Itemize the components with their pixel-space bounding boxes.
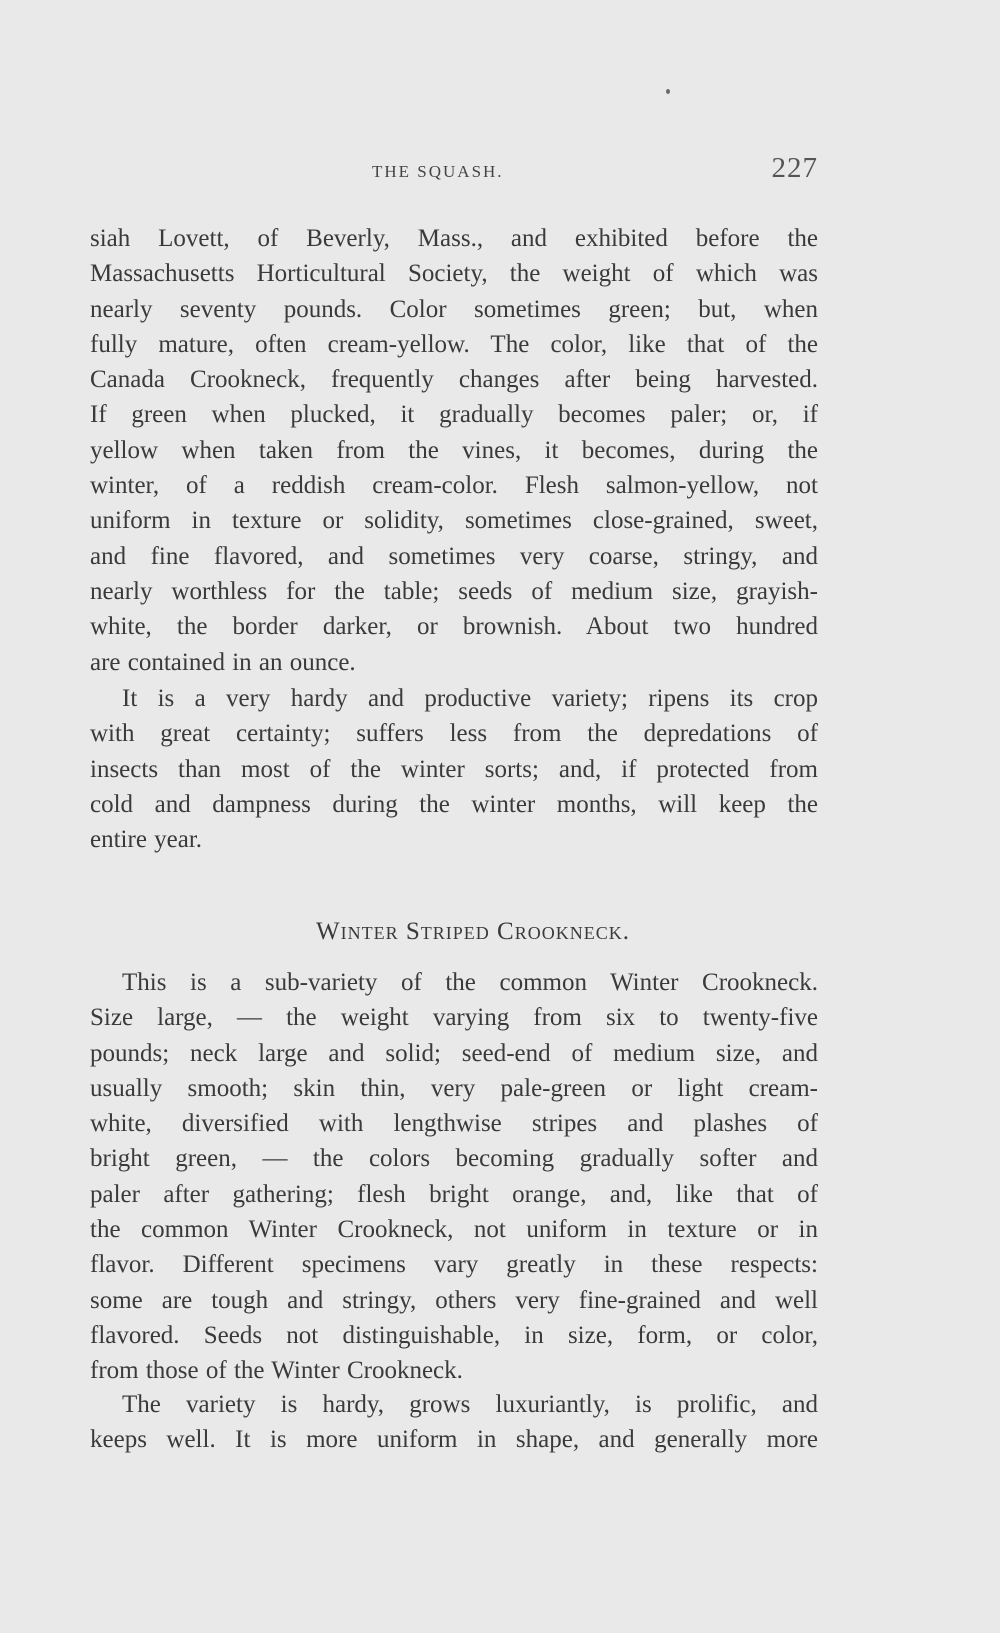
text-line: nearly worthless for the table; seeds of medium size, grayish- <box>90 577 818 605</box>
text-line: entire year. <box>90 826 203 854</box>
text-line: from those of the Winter Crookneck. <box>90 1357 463 1385</box>
text-line: Size large, — the weight varying from six to twenty-five <box>90 1004 818 1032</box>
page-number: 227 <box>771 152 818 184</box>
text-line: flavor. Different specimens vary greatly in these respects: <box>90 1251 818 1279</box>
paragraph-3 <box>90 965 818 1389</box>
ink-speck <box>666 89 670 94</box>
text-line: the common Winter Crookneck, not uniform in texture or in <box>90 1216 818 1244</box>
running-title: THE SQUASH. <box>372 162 504 181</box>
text-line: uniform in texture or solidity, sometimes close-grained, sweet, <box>90 507 818 535</box>
paragraph-4 <box>90 1387 818 1458</box>
text-line: nearly seventy pounds. Color sometimes green; but, when <box>90 295 818 323</box>
text-line: paler after gathering; flesh bright orange, and, like that of <box>90 1180 818 1208</box>
text-line: insects than most of the winter sorts; and, if protected from <box>90 755 818 783</box>
text-line: winter, of a reddish cream-color. Flesh salmon-yellow, not <box>90 472 818 500</box>
text-line: This is a sub-variety of the common Winter Crookneck. <box>122 969 818 996</box>
text-line: Canada Crookneck, frequently changes after being harvested. <box>90 366 818 394</box>
text-line: yellow when taken from the vines, it becomes, during the <box>90 436 818 464</box>
text-line: are contained in an ounce. <box>90 648 356 676</box>
text-line: bright green, — the colors becoming gradually softer and <box>90 1145 818 1173</box>
section-heading <box>90 918 820 946</box>
text-line: keeps well. It is more uniform in shape, and generally more <box>90 1426 818 1454</box>
text-line: cold and dampness during the winter months, will keep the <box>90 790 818 818</box>
text-line: siah Lovett, of Beverly, Mass., and exhibited before the <box>90 225 818 252</box>
text-line: flavored. Seeds not distinguishable, in size, form, or color, <box>90 1321 818 1349</box>
text-line: It is a very hardy and productive variety; ripens its crop <box>122 685 818 712</box>
paragraph-1 <box>90 221 818 680</box>
text-line: If green when plucked, it gradually becomes paler; or, if <box>90 401 818 429</box>
text-line: usually smooth; skin thin, very pale-green or light cream- <box>90 1074 818 1102</box>
paragraph-2 <box>90 681 818 857</box>
text-line: white, diversified with lengthwise stripes and plashes of <box>90 1110 818 1138</box>
text-line: with great certainty; suffers less from the depredations of <box>90 720 818 748</box>
text-line: white, the border darker, or brownish. About two hundred <box>90 613 818 641</box>
text-line: Massachusetts Horticultural Society, the weight of which was <box>90 260 818 288</box>
text-line: fully mature, often cream-yellow. The color, like that of the <box>90 330 818 358</box>
running-head <box>90 152 820 192</box>
section-heading-text: Winter Striped Crookneck. <box>316 918 630 945</box>
text-line: and fine flavored, and sometimes very coarse, stringy, and <box>90 542 818 570</box>
text-line: pounds; neck large and solid; seed-end of medium size, and <box>90 1039 818 1067</box>
text-line: some are tough and stringy, others very fine-grained and well <box>90 1286 818 1314</box>
text-line: The variety is hardy, grows luxuriantly, is prolific, and <box>122 1391 818 1418</box>
